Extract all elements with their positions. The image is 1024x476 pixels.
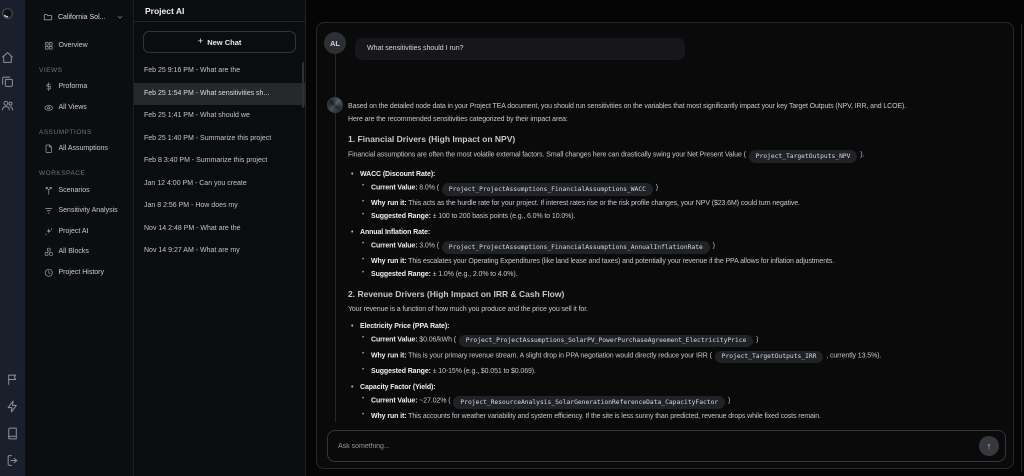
sidebar-nav-item[interactable]: All Assumptions	[25, 139, 133, 160]
chevron-down-icon	[116, 13, 124, 21]
layers-icon[interactable]	[0, 74, 15, 89]
chat-history-item[interactable]: Feb 25 1:40 PM - Summarize this project	[144, 134, 272, 142]
assistant-sub-bullet-item: • Why run it: This is your primary revenue stream. A slight drop in PPA negotiation would directly reduce your IRR ( Project_TargetOutputs_IRR , currently 13.5%).	[348, 351, 1007, 363]
assistant-sub-bullet-item: • Current Value: 3.0% ( Project_ProjectAssumptions_FinancialAssumptions_AnnualInflationRate )	[348, 241, 1007, 253]
assistant-paragraph: Financial assumptions are often the most volatile external factors. Small changes here can drastically swing your Net Present Value ( Project_TargetOutputs_NPV ).	[348, 150, 1007, 162]
chat-history-item[interactable]: Jan 8 2:56 PM - How does my	[144, 202, 238, 209]
assistant-sub-bullet-item: • Current Value: 8.0% ( Project_ProjectAssumptions_FinancialAssumptions_WACC )	[348, 183, 1007, 195]
folder-icon	[43, 12, 53, 22]
thread-line	[335, 35, 336, 422]
assistant-section-heading: 2. Revenue Drivers (High Impact on IRR & Cash Flow)	[348, 289, 565, 300]
chat-panel-title: Project AI	[134, 0, 305, 22]
book-icon	[5, 427, 20, 440]
logo-icon	[0, 7, 15, 20]
flag-icon	[5, 373, 20, 386]
sidebar-section-label: ASSUMPTIONS	[39, 128, 92, 136]
assistant-message	[348, 97, 1007, 425]
arrow-up-icon: ↑	[986, 441, 992, 451]
assistant-paragraph: Your revenue is a function of how much you produce and the price you sell it for.	[348, 306, 588, 314]
home-icon	[0, 51, 15, 64]
project-sidebar	[25, 0, 134, 476]
assistant-sub-bullet-item: • Why run it: This escalates your Operating Expenditures (like land lease and taxes) and potentially your revenue if the PPA allows for inflation adjustments.	[348, 257, 1007, 266]
chat-history-item[interactable]: Jan 12 4:00 PM - Can you create	[144, 179, 247, 187]
sparkles-icon	[44, 227, 54, 237]
rail-bottom-icons	[5, 372, 20, 468]
icon-rail	[0, 0, 25, 476]
node-reference-chip[interactable]: Project_ProjectAssumptions_FinancialAssumptions_AnnualInflationRate	[442, 241, 710, 253]
node-reference-chip[interactable]: Project_ResourceAnalysis_SolarGenerationReferenceData_CapacityFactor	[453, 396, 725, 408]
node-reference-chip[interactable]: Project_ProjectAssumptions_FinancialAssumptions_WACC	[442, 183, 653, 195]
assistant-bullet-item: • Electricity Price (PPA Rate):	[348, 322, 1007, 331]
filter-icon	[44, 206, 54, 216]
rail-top-icons	[0, 6, 25, 122]
sidebar-nav-item[interactable]: Proforma	[25, 77, 133, 98]
dollar-icon	[44, 82, 54, 92]
eye-icon	[44, 103, 54, 113]
chat-history-item[interactable]: Feb 25 1:54 PM - What sensitivities sh...	[134, 83, 305, 106]
assistant-paragraph: Here are the recommended sensitivities categorized by their impact area:	[348, 116, 568, 124]
assistant-sub-bullet-item: • Suggested Range: ± 100 to 200 basis points (e.g., 6.0% to 10.0%).	[348, 212, 1007, 221]
composer	[327, 430, 1006, 462]
chat-history-item[interactable]: Feb 8 3:40 PM - Summarize this project	[144, 157, 268, 164]
node-reference-chip[interactable]: Project_TargetOutputs_NPV	[749, 150, 858, 162]
assistant-sub-bullet-item: • Why run it: This accounts for weather variability and system efficiency. If the site is less sunny than predicted, revenue drops while fixed costs remain.	[348, 412, 1007, 421]
book-icon[interactable]	[5, 426, 20, 441]
sidebar-nav-item[interactable]: Scenarios	[25, 180, 133, 201]
layers-icon	[0, 75, 15, 88]
assistant-bullet-item: • Annual Inflation Rate:	[348, 228, 1007, 237]
assistant-sub-bullet-item: • Current Value: $0.06/kWh ( Project_ProjectAssumptions_SolarPV_PowerPurchaseAgreement_ElectricityPrice )	[348, 335, 1007, 347]
sidebar-section-label: WORKSPACE	[39, 170, 86, 177]
chat-history-item[interactable]: Nov 14 9:27 AM - What are my	[144, 247, 240, 254]
file-icon	[44, 144, 54, 154]
chat-panel	[134, 0, 306, 476]
chat-thread-card	[316, 22, 1014, 469]
sidebar-nav-item[interactable]: Sensitivity Analysis	[25, 201, 133, 222]
main-scrollbar[interactable]	[1021, 24, 1023, 472]
node-reference-chip[interactable]: Project_ProjectAssumptions_SolarPV_PowerPurchaseAgreement_ElectricityPrice	[459, 335, 754, 347]
logout-icon	[5, 454, 20, 467]
scenarios-icon	[44, 186, 54, 196]
users-icon[interactable]	[0, 98, 15, 113]
assistant-bullet-item: • WACC (Discount Rate):	[348, 170, 1007, 179]
chat-list-scrollbar[interactable]	[302, 62, 305, 108]
grid-icon	[44, 41, 54, 51]
chat-input[interactable]	[328, 443, 979, 450]
home-icon[interactable]	[0, 50, 15, 65]
chat-history-item[interactable]: Feb 25 9:16 PM - What are the	[144, 67, 241, 74]
new-chat-button[interactable]: + New Chat	[143, 31, 296, 53]
chat-history-list	[134, 60, 305, 476]
logout-icon[interactable]	[5, 453, 20, 468]
send-button[interactable]	[979, 436, 999, 456]
flag-icon[interactable]	[5, 372, 20, 387]
logo-icon[interactable]	[0, 6, 15, 21]
sidebar-nav-item[interactable]: All Views	[25, 97, 133, 118]
assistant-bullet-item: • Capacity Factor (Yield):	[348, 383, 1007, 392]
sidebar-nav-item[interactable]: Project AI	[25, 221, 133, 242]
clock-icon	[44, 268, 54, 278]
assistant-sub-bullet-item: • Current Value: ~27.02% ( Project_ResourceAnalysis_SolarGenerationReferenceData_CapacityFactor )	[348, 396, 1007, 408]
sidebar-nav	[25, 35, 133, 283]
assistant-sub-bullet-item: • Suggested Range: ± 1.0% (e.g., 2.0% to 4.0%).	[348, 270, 1007, 279]
main-area	[306, 0, 1024, 476]
plus-icon: +	[197, 36, 204, 48]
project-selector[interactable]	[25, 10, 133, 24]
zap-icon	[5, 400, 20, 413]
user-message: What sensitivities should I run?	[355, 38, 685, 60]
sidebar-nav-item[interactable]: Overview	[25, 35, 133, 56]
sidebar-nav-item[interactable]: Project History	[25, 262, 133, 283]
sidebar-section-label: VIEWS	[39, 66, 63, 74]
user-avatar: AL	[324, 32, 346, 54]
assistant-paragraph: Based on the detailed node data in your Project TEA document, you should run sensitivities on the variables that most significantly impact your key Target Outputs (NPV, IRR, and LCOE).	[348, 102, 907, 110]
node-reference-chip[interactable]: Project_TargetOutputs_IRR	[715, 351, 824, 363]
users-icon	[0, 99, 15, 112]
chat-history-item[interactable]: Feb 25 1:41 PM - What should we	[144, 112, 250, 119]
project-name: California Sol...	[58, 13, 106, 21]
assistant-sub-bullet-item: • Why run it: This acts as the hurdle rate for your project. If interest rates rise or the risk profile changes, your NPV ($23.6M) could turn negative.	[348, 199, 1007, 208]
blocks-icon	[44, 247, 54, 257]
sidebar-nav-item[interactable]: All Blocks	[25, 242, 133, 263]
assistant-sub-bullet-item: • Suggested Range: ± 10-15% (e.g., $0.051 to $0.069).	[348, 367, 1007, 376]
assistant-avatar	[327, 97, 343, 113]
zap-icon[interactable]	[5, 399, 20, 414]
chat-history-item[interactable]: Nov 14 2:48 PM - What are the	[144, 224, 241, 232]
assistant-section-heading: 1. Financial Drivers (High Impact on NPV)	[348, 134, 516, 145]
